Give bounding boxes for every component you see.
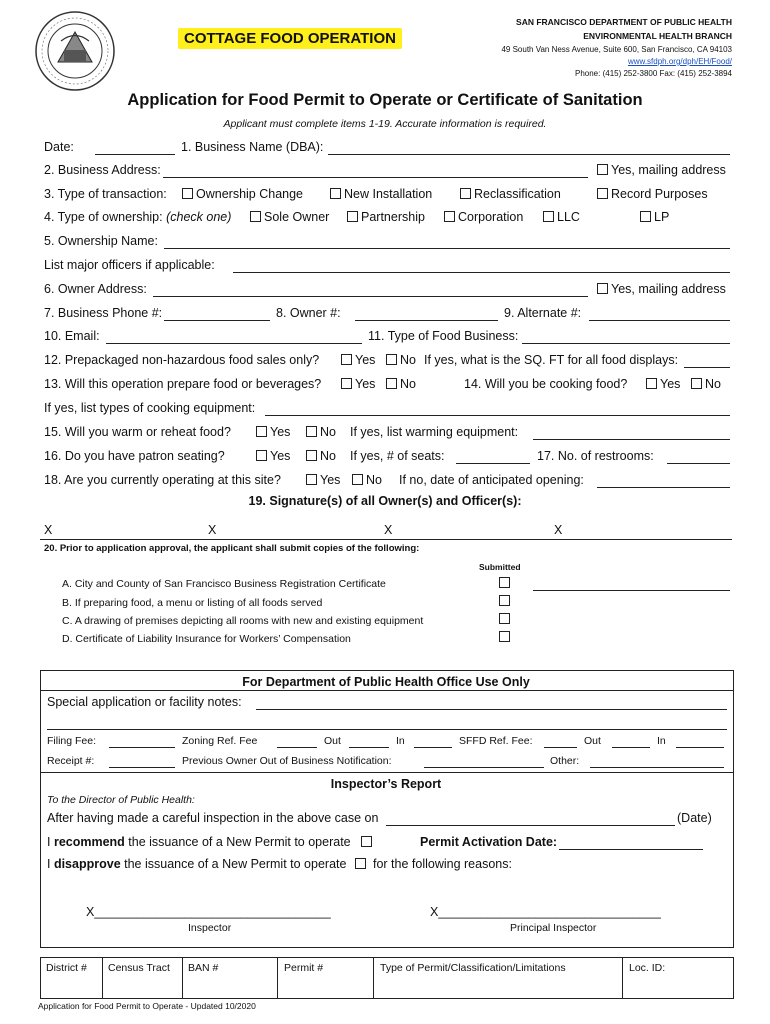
inspector-signature-line[interactable]: X__________________________________: [86, 905, 331, 919]
q16-yes-checkbox[interactable]: [256, 450, 267, 461]
q18-yes-checkbox[interactable]: [306, 474, 317, 485]
footer-text: Application for Food Permit to Operate - Updated 10/2020: [38, 1001, 256, 1011]
table-cell-permit-type[interactable]: Type of Permit/Classification/Limitations: [380, 962, 566, 974]
table-cell-district[interactable]: District #: [46, 962, 87, 974]
disapprove-checkbox[interactable]: [355, 858, 366, 869]
q14-no-checkbox[interactable]: [691, 378, 702, 389]
business-name-label: 1. Business Name (DBA):: [181, 140, 324, 154]
sffd-fee-field[interactable]: [544, 747, 577, 748]
q16-yes-label: Yes: [270, 449, 291, 463]
table-cell-loc-id[interactable]: Loc. ID:: [629, 962, 666, 974]
city-seal-logo: [34, 10, 116, 92]
owner-address-label: 6. Owner Address:: [44, 282, 147, 296]
corporation-option[interactable]: [444, 210, 523, 224]
table-col-divider: [182, 957, 183, 998]
q13-yes-option[interactable]: [341, 377, 375, 391]
disapprove-label: I disapprove the issuance of a New Permit to operate: [47, 857, 347, 871]
q15-no-option[interactable]: [306, 425, 336, 439]
alternate-number-label: 9. Alternate #:: [504, 306, 582, 320]
form-title: Application for Food Permit to Operate or Certificate of Sanitation: [127, 91, 643, 109]
zoning-fee-label: Zoning Ref. Fee: [182, 735, 258, 747]
reclassification-label: Reclassification: [474, 187, 561, 201]
business-address-label: 2. Business Address:: [44, 163, 161, 177]
q13-yes-checkbox[interactable]: [341, 378, 352, 389]
facility-notes-label: Special application or facility notes:: [47, 695, 242, 709]
food-business-type-field[interactable]: [522, 343, 730, 344]
cooking-equipment-field[interactable]: [265, 415, 730, 416]
inspector-report-heading: Inspector’s Report: [330, 777, 442, 791]
record-purposes-checkbox[interactable]: [597, 188, 608, 199]
requirement-d-checkbox[interactable]: [499, 631, 510, 642]
owner-number-label: 8. Owner #:: [276, 306, 341, 320]
q15-yes-option[interactable]: [256, 425, 290, 439]
reclassification-checkbox[interactable]: [460, 188, 471, 199]
inspector-label: Inspector: [188, 922, 232, 934]
record-purposes-label: Record Purposes: [611, 187, 708, 201]
business-name-field[interactable]: [328, 154, 730, 155]
facility-notes-field-1[interactable]: [256, 709, 727, 710]
new-installation-label: New Installation: [344, 187, 433, 201]
zoning-in-field[interactable]: [414, 747, 452, 748]
requirement-c: C. A drawing of premises depicting all rooms with new and existing equipment: [62, 615, 424, 627]
warming-equipment-label: If yes, list warming equipment:: [350, 425, 519, 439]
partnership-label: Partnership: [361, 210, 425, 224]
corporation-checkbox[interactable]: [444, 211, 455, 222]
zoning-fee-field[interactable]: [277, 747, 317, 748]
q18-yes-option[interactable]: [306, 473, 340, 487]
owner-yes-mailing-label: Yes, mailing address: [611, 282, 726, 296]
yes-mailing-checkbox[interactable]: [597, 164, 608, 175]
transaction-label: 3. Type of transaction:: [44, 187, 167, 201]
dept-name: SAN FRANCISCO DEPARTMENT OF PUBLIC HEALTH: [516, 17, 732, 27]
owner-address-field[interactable]: [153, 296, 588, 297]
signature-x-2[interactable]: X: [208, 523, 217, 537]
ownership-change-checkbox[interactable]: [182, 188, 193, 199]
owner-yes-mailing-option[interactable]: [597, 282, 726, 296]
principal-inspector-label: Principal Inspector: [510, 922, 597, 934]
ownership-change-option[interactable]: [182, 187, 303, 201]
lp-label: LP: [654, 210, 670, 224]
alternate-number-field[interactable]: [589, 320, 730, 321]
business-phone-field[interactable]: [164, 320, 270, 321]
signature-x-1[interactable]: X: [44, 523, 53, 537]
ownership-name-label: 5. Ownership Name:: [44, 234, 158, 248]
sffd-out-label: Out: [584, 735, 601, 747]
opening-date-label: If no, date of anticipated opening:: [399, 473, 584, 487]
q14-yes-label: Yes: [660, 377, 681, 391]
q18-yes-label: Yes: [320, 473, 341, 487]
q15-yes-checkbox[interactable]: [256, 426, 267, 437]
signature-line: [40, 539, 732, 540]
llc-label: LLC: [557, 210, 580, 224]
q12-no-option[interactable]: [386, 353, 416, 367]
requirement-a-checkbox[interactable]: [499, 577, 510, 588]
q12-yes-checkbox[interactable]: [341, 354, 352, 365]
dept-website-link[interactable]: www.sfdph.org/dph/EH/Food/: [627, 57, 732, 66]
requirement-a: A. City and County of San Francisco Business Registration Certificate: [62, 578, 386, 590]
office-use-heading: For Department of Public Health Office Use Only: [242, 675, 530, 689]
filing-fee-label: Filing Fee:: [47, 735, 97, 747]
q14-no-label: No: [705, 377, 721, 391]
requirement-d: D. Certificate of Liability Insurance for Workers’ Compensation: [62, 633, 351, 645]
inspector-divider: [40, 772, 733, 773]
q15-yes-label: Yes: [270, 425, 291, 439]
table-cell-permit[interactable]: Permit #: [284, 962, 324, 974]
owner-number-field[interactable]: [355, 320, 498, 321]
q12-sqft-field[interactable]: [684, 367, 730, 368]
sole-owner-option[interactable]: [250, 210, 329, 224]
table-col-divider: [102, 957, 103, 998]
q16-no-checkbox[interactable]: [306, 450, 317, 461]
ownership-type-label: 4. Type of ownership: (check one): [44, 210, 232, 224]
partnership-checkbox[interactable]: [347, 211, 358, 222]
after-inspection-label: After having made a careful inspection in the above case on: [47, 811, 379, 825]
q13-no-option[interactable]: [386, 377, 416, 391]
lp-checkbox[interactable]: [640, 211, 651, 222]
facility-notes-field-2[interactable]: [47, 729, 727, 730]
sole-owner-checkbox[interactable]: [250, 211, 261, 222]
sole-owner-label: Sole Owner: [264, 210, 330, 224]
owner-yes-mailing-checkbox[interactable]: [597, 283, 608, 294]
table-cell-ban[interactable]: BAN #: [188, 962, 219, 974]
q12-yes-option[interactable]: [341, 353, 375, 367]
new-installation-checkbox[interactable]: [330, 188, 341, 199]
q14-no-option[interactable]: [691, 377, 721, 391]
partnership-option[interactable]: [347, 210, 425, 224]
corporation-label: Corporation: [458, 210, 524, 224]
date-paren-label: (Date): [677, 811, 712, 825]
inspection-date-field[interactable]: [386, 825, 675, 826]
business-address-field[interactable]: [163, 177, 588, 178]
program-badge: COTTAGE FOOD OPERATION: [178, 28, 402, 49]
record-purposes-option[interactable]: [597, 187, 708, 201]
opening-date-field[interactable]: [597, 487, 730, 488]
q14-label: 14. Will you be cooking food?: [464, 377, 628, 391]
sffd-in-field[interactable]: [676, 747, 724, 748]
filing-fee-field[interactable]: [109, 747, 175, 748]
sffd-in-label: In: [657, 735, 666, 747]
dept-phone: Phone: (415) 252-3800 Fax: (415) 252-3894: [575, 69, 732, 78]
activation-date-label: Permit Activation Date:: [420, 835, 558, 849]
major-officers-field[interactable]: [233, 272, 730, 273]
q14-yes-checkbox[interactable]: [646, 378, 657, 389]
seats-label: If yes, # of seats:: [350, 449, 445, 463]
principal-signature-line[interactable]: X________________________________: [430, 905, 661, 919]
office-heading-divider: [40, 690, 733, 691]
q18-no-label: No: [366, 473, 382, 487]
cooking-equipment-label: If yes, list types of cooking equipment:: [44, 401, 256, 415]
zoning-out-field[interactable]: [349, 747, 389, 748]
recommend-checkbox[interactable]: [361, 836, 372, 847]
new-installation-option[interactable]: [330, 187, 432, 201]
activation-date-field[interactable]: [559, 849, 703, 850]
llc-checkbox[interactable]: [543, 211, 554, 222]
reasons-label: for the following reasons:: [373, 857, 512, 871]
signatures-heading: 19. Signature(s) of all Owner(s) and Officer(s):: [248, 494, 522, 508]
q18-no-checkbox[interactable]: [352, 474, 363, 485]
q13-no-label: No: [400, 377, 416, 391]
requirement-b-checkbox[interactable]: [499, 595, 510, 606]
date-label: Date:: [44, 140, 74, 154]
sffd-fee-label: SFFD Ref. Fee:: [459, 735, 533, 747]
q16-yes-option[interactable]: [256, 449, 290, 463]
signature-x-4[interactable]: X: [554, 523, 563, 537]
q12-no-checkbox[interactable]: [386, 354, 397, 365]
requirement-c-checkbox[interactable]: [499, 613, 510, 624]
q13-no-checkbox[interactable]: [386, 378, 397, 389]
prev-owner-field[interactable]: [424, 767, 544, 768]
q14-yes-option[interactable]: [646, 377, 680, 391]
q16-no-option[interactable]: [306, 449, 336, 463]
requirement-notes-line[interactable]: [533, 590, 730, 591]
q16-no-label: No: [320, 449, 336, 463]
q12-label: 12. Prepackaged non-hazardous food sales only?: [44, 353, 320, 367]
food-business-type-label: 11. Type of Food Business:: [368, 329, 519, 343]
zoning-out-label: Out: [324, 735, 341, 747]
warming-equipment-field[interactable]: [533, 439, 730, 440]
receipt-label: Receipt #:: [47, 755, 95, 767]
receipt-field[interactable]: [109, 767, 175, 768]
table-cell-census-tract[interactable]: Census Tract: [108, 962, 170, 974]
branch-name: ENVIRONMENTAL HEALTH BRANCH: [583, 31, 732, 41]
q12-sqft-label: If yes, what is the SQ. FT for all food displays:: [424, 353, 679, 367]
to-director-label: To the Director of Public Health:: [47, 794, 195, 806]
other-field[interactable]: [590, 767, 724, 768]
q15-no-checkbox[interactable]: [306, 426, 317, 437]
q12-yes-label: Yes: [355, 353, 376, 367]
other-label: Other:: [550, 755, 580, 767]
recommend-label: I recommend the issuance of a New Permit to operate: [47, 835, 351, 849]
table-col-divider: [373, 957, 374, 998]
ownership-name-field[interactable]: [164, 248, 730, 249]
email-label: 10. Email:: [44, 329, 100, 343]
signature-x-3[interactable]: X: [384, 523, 393, 537]
restrooms-field[interactable]: [667, 463, 730, 464]
yes-mailing-option[interactable]: [597, 163, 726, 177]
section20-heading: 20. Prior to application approval, the applicant shall submit copies of the following:: [44, 543, 420, 554]
date-field[interactable]: [95, 154, 175, 155]
ownership-change-label: Ownership Change: [196, 187, 304, 201]
form-subtitle: Applicant must complete items 1-19. Accurate information is required.: [223, 118, 547, 130]
seats-field[interactable]: [456, 463, 530, 464]
q17-label: 17. No. of restrooms:: [537, 449, 654, 463]
lp-option[interactable]: [640, 210, 669, 224]
q18-no-option[interactable]: [352, 473, 382, 487]
sffd-out-field[interactable]: [612, 747, 650, 748]
dept-address: 49 South Van Ness Avenue, Suite 600, San Francisco, CA 94103: [501, 45, 732, 54]
q13-yes-label: Yes: [355, 377, 376, 391]
reclassification-option[interactable]: [460, 187, 561, 201]
q15-no-label: No: [320, 425, 336, 439]
q16-label: 16. Do you have patron seating?: [44, 449, 225, 463]
major-officers-label: List major officers if applicable:: [44, 258, 215, 272]
prev-owner-label: Previous Owner Out of Business Notification:: [182, 755, 392, 767]
zoning-in-label: In: [396, 735, 405, 747]
yes-mailing-label: Yes, mailing address: [611, 163, 726, 177]
submitted-label: Submitted: [479, 562, 521, 572]
q13-label: 13. Will this operation prepare food or beverages?: [44, 377, 322, 391]
business-phone-label: 7. Business Phone #:: [44, 306, 163, 320]
email-field[interactable]: [106, 343, 362, 344]
table-col-divider: [622, 957, 623, 998]
q12-no-label: No: [400, 353, 416, 367]
llc-option[interactable]: [543, 210, 580, 224]
q15-label: 15. Will you warm or reheat food?: [44, 425, 231, 439]
table-col-divider: [277, 957, 278, 998]
requirement-b: B. If preparing food, a menu or listing of all foods served: [62, 597, 323, 609]
q18-label: 18. Are you currently operating at this site?: [44, 473, 281, 487]
